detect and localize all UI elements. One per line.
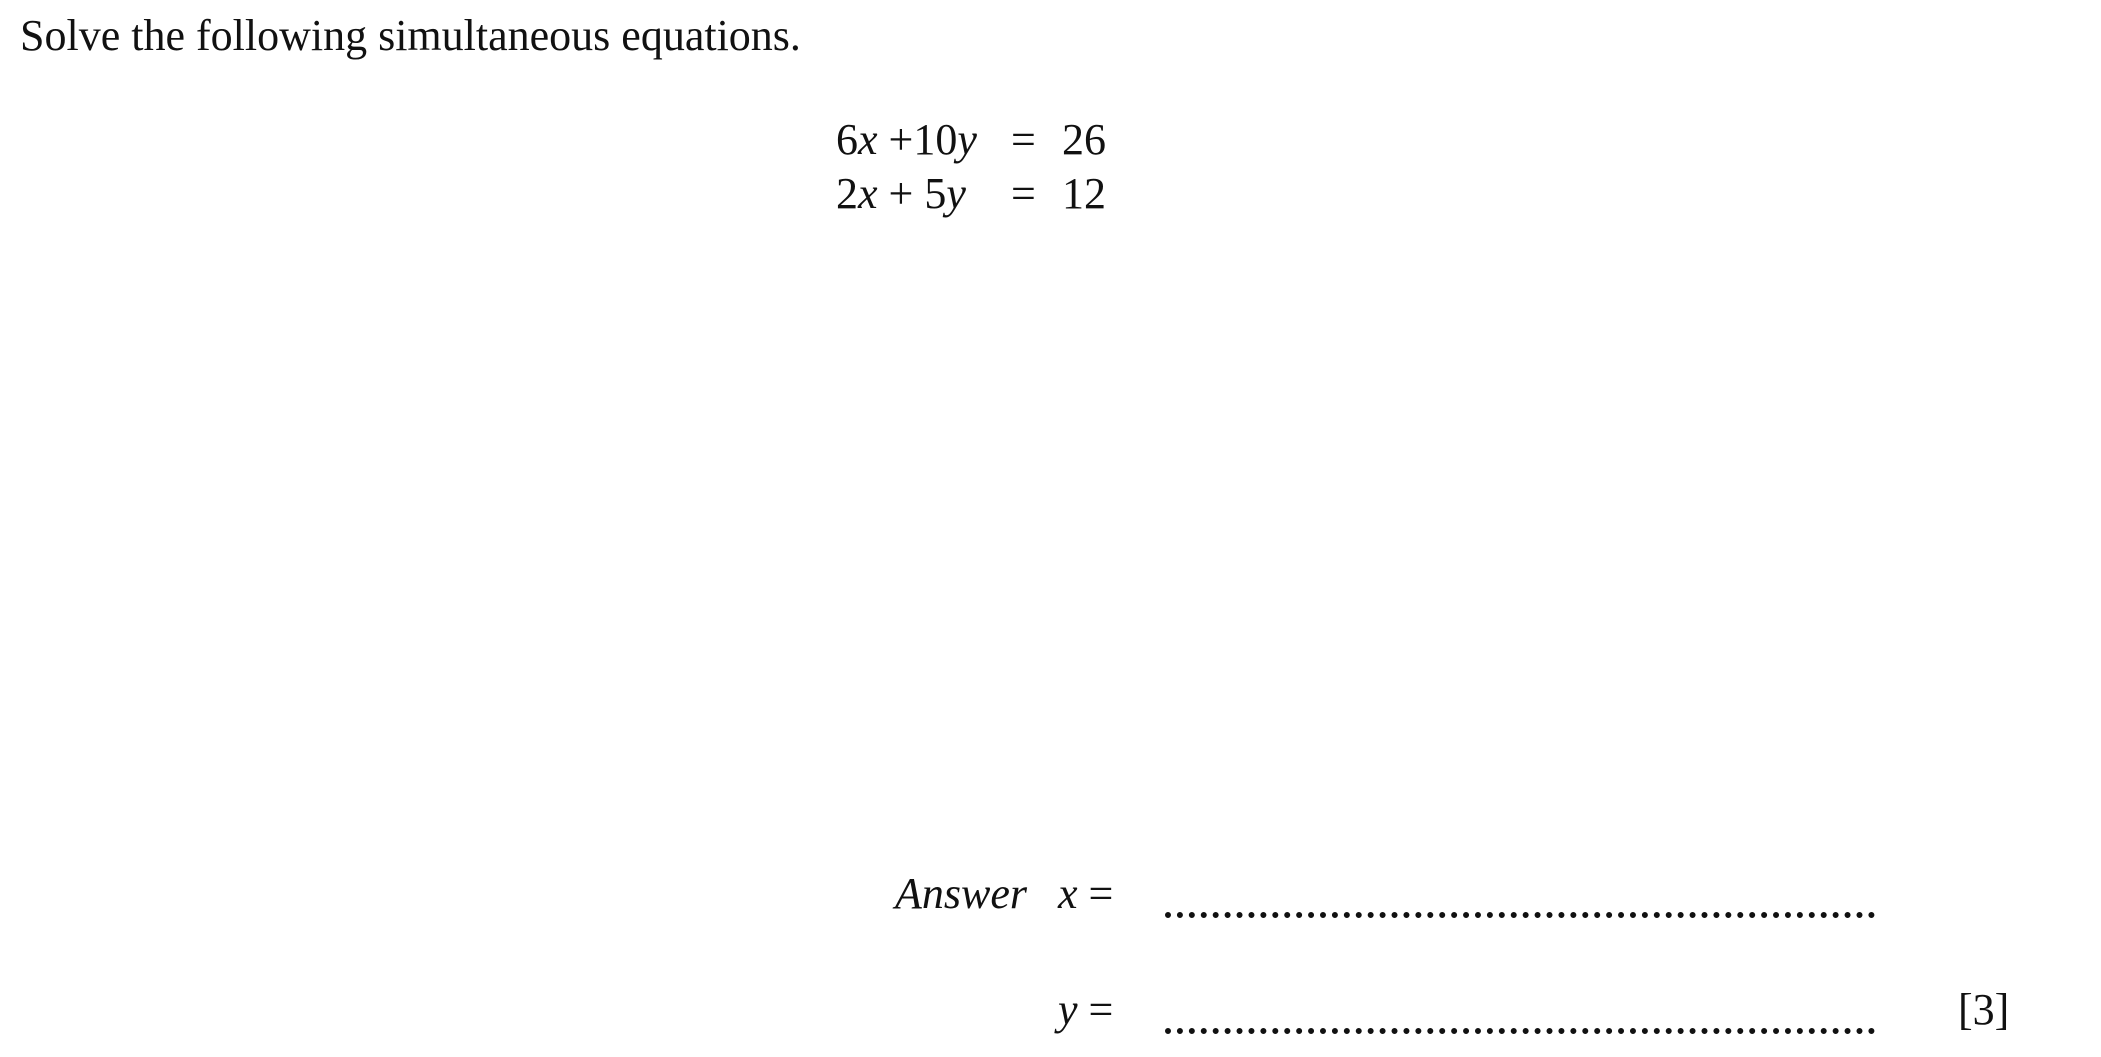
- coef-x: 2: [836, 169, 858, 218]
- equation-rhs: 12: [1062, 169, 1106, 218]
- answer-x-equals: =: [1088, 869, 1114, 918]
- equals-sign: =: [1011, 169, 1036, 218]
- question-prompt: Solve the following simultaneous equations.: [20, 11, 801, 60]
- operator-term: + 5: [877, 169, 947, 218]
- coef-x: 6: [836, 115, 858, 164]
- answer-label: Answer: [895, 869, 1027, 918]
- var-y: y: [957, 115, 977, 164]
- var-x: x: [858, 169, 878, 218]
- operator-term: +10: [877, 115, 958, 164]
- equals-sign: =: [1011, 115, 1036, 164]
- answer-y-label: [1058, 982, 1113, 1038]
- equation-lhs: [836, 168, 966, 220]
- answer-x-var: x: [1058, 869, 1078, 918]
- equation-rhs: 26: [1062, 115, 1106, 164]
- answer-x-field[interactable]: [1165, 912, 1875, 918]
- answer-x-label: [1058, 866, 1113, 922]
- var-x: x: [858, 115, 878, 164]
- equation-lhs: [836, 114, 977, 166]
- answer-y-equals: =: [1088, 985, 1114, 1034]
- answer-y-var: y: [1058, 985, 1078, 1034]
- answer-y-field[interactable]: [1165, 1028, 1875, 1034]
- var-y: y: [946, 169, 966, 218]
- marks-badge: [3]: [1958, 985, 2010, 1034]
